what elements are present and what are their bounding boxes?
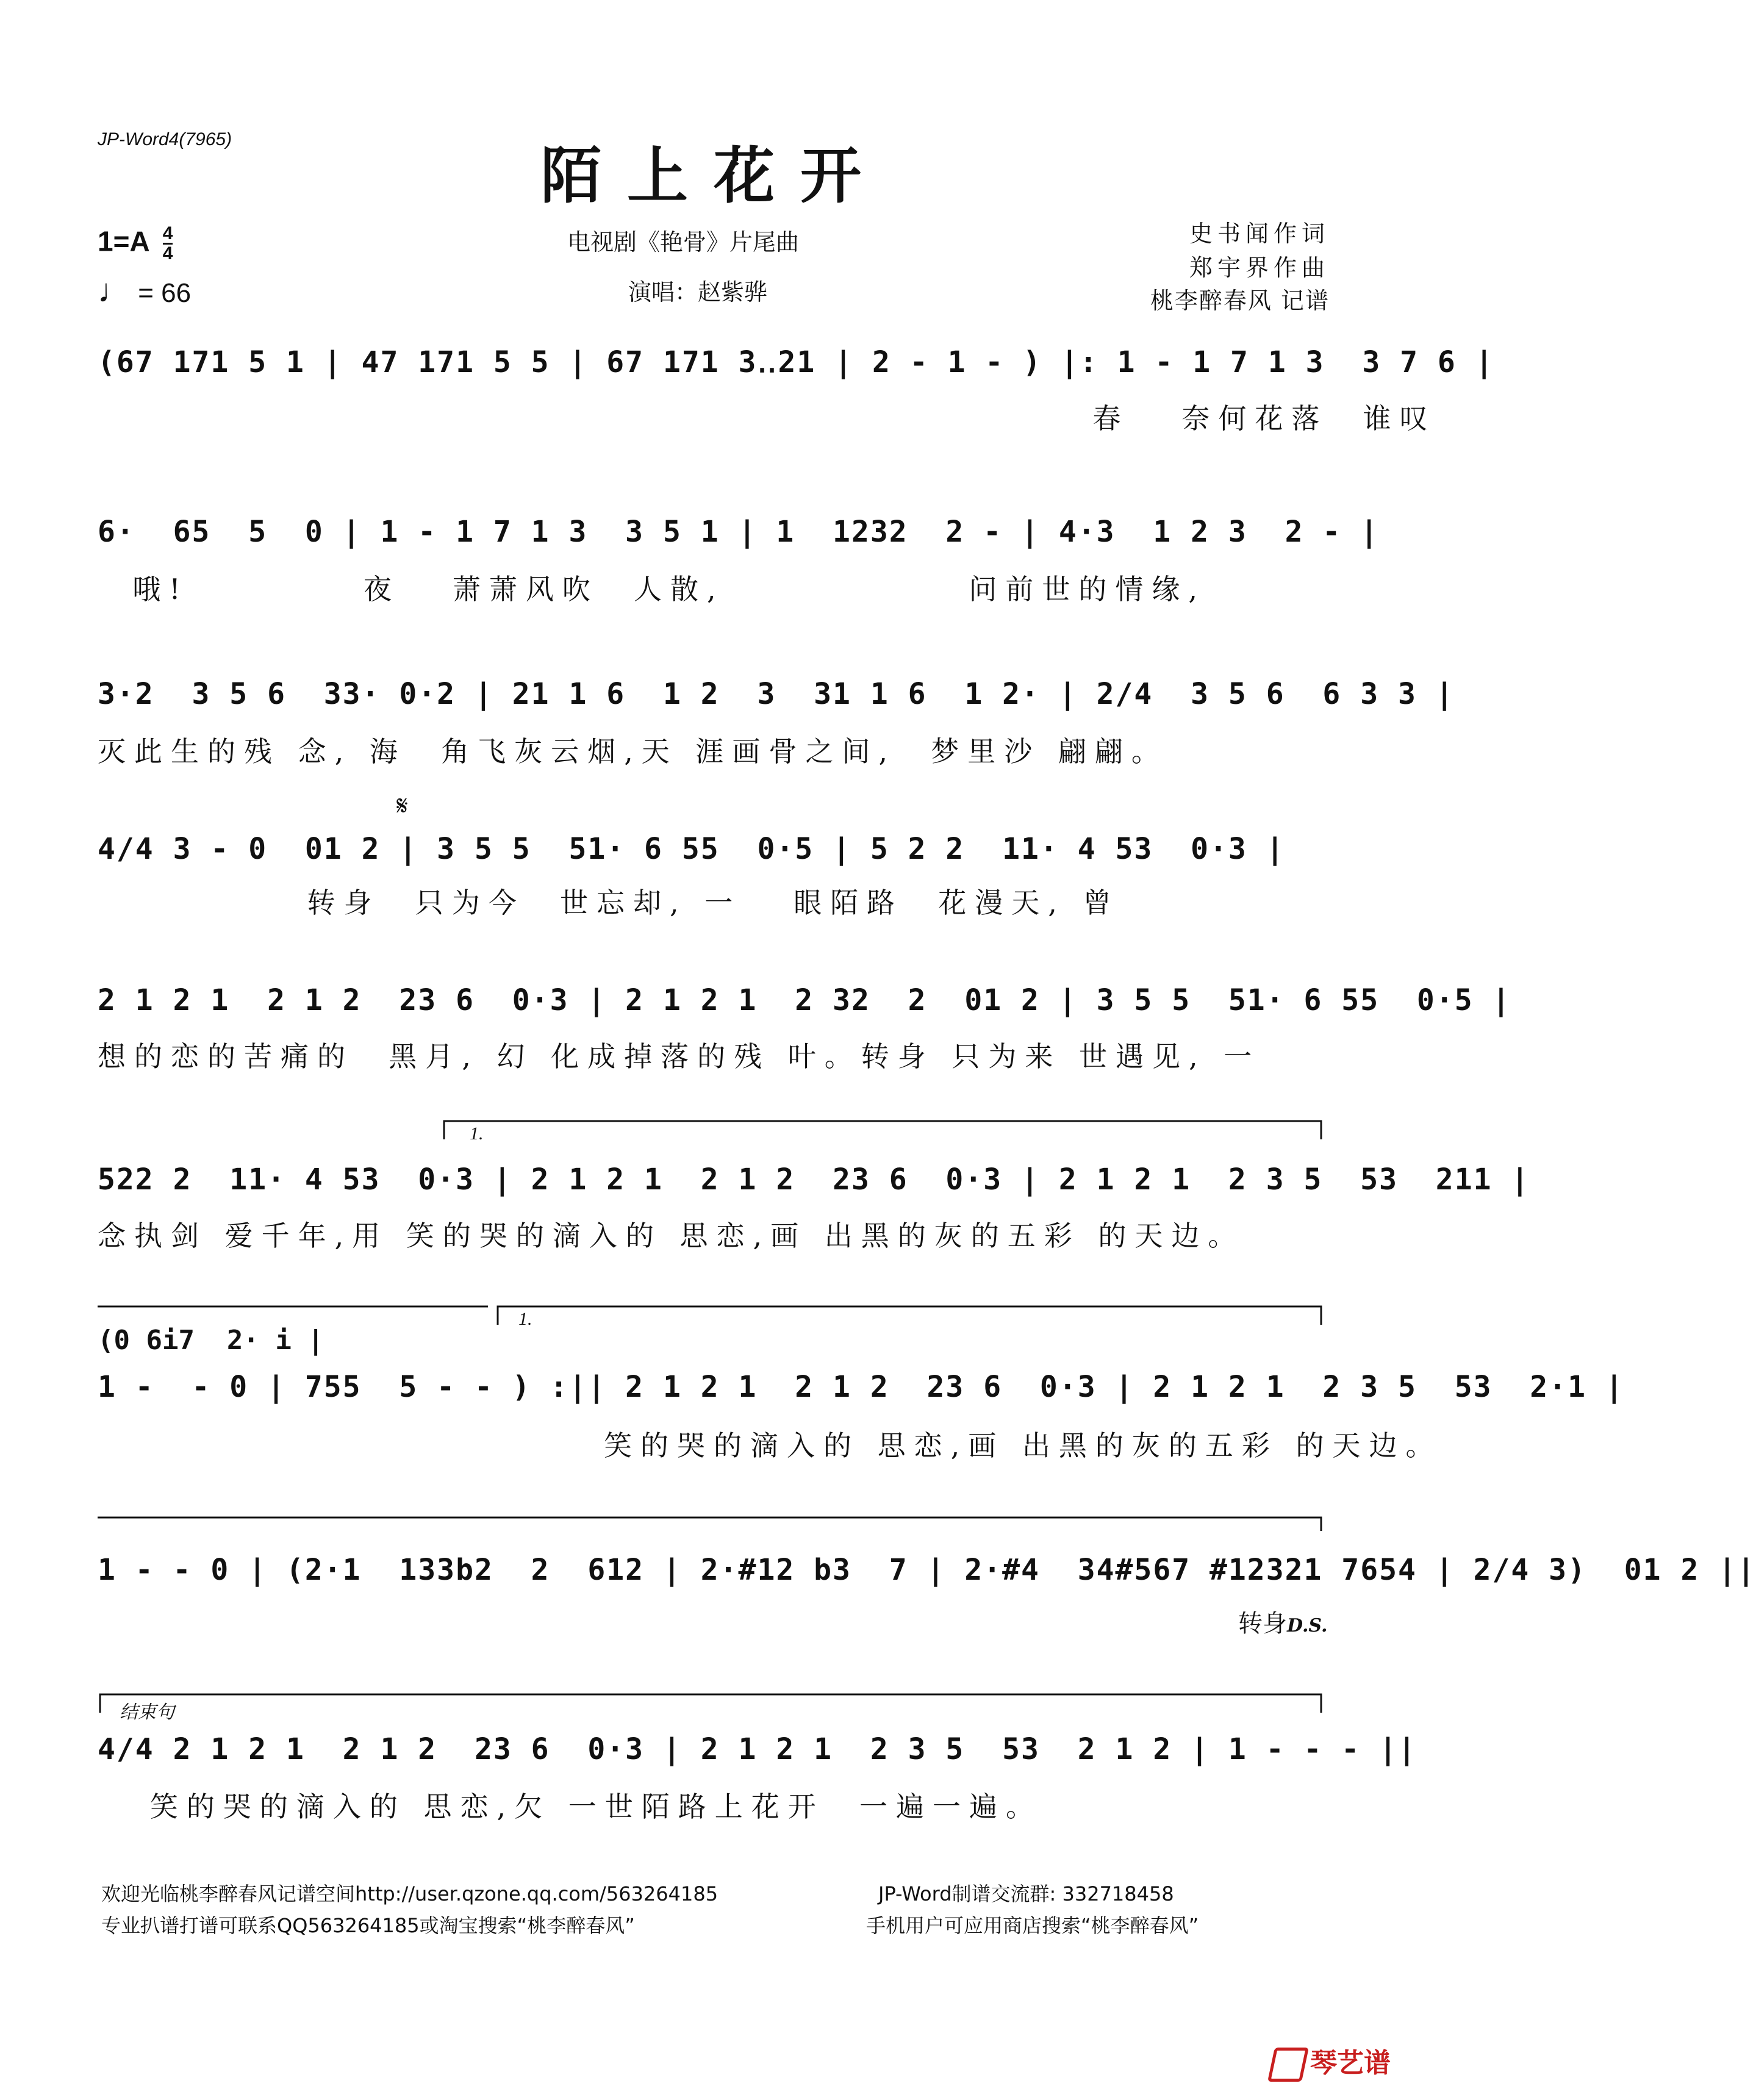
subtitle: 电视剧《艳骨》片尾曲 <box>567 229 800 256</box>
volta-number-1: 1. <box>470 1123 484 1144</box>
time-bottom: 4 <box>162 243 173 263</box>
logo-icon <box>1267 2048 1309 2082</box>
volta-number-2: 1. <box>518 1309 532 1329</box>
footer-app: 手机用户可应用商店搜索“桃李醉春风” <box>866 1914 1199 1937</box>
score-line-3-notes: 3·2 3 5 6 33· 0·2 | 21 1 6 1 2 3 31 1 6 1 2· | 2/4 3 5 6 6 3 3 | <box>98 677 1455 711</box>
footer-group: JP-Word制谱交流群: 332718458 <box>878 1882 1174 1905</box>
ds-mark: D.S. <box>1287 1615 1328 1636</box>
score-line-8-notes: 1 - - 0 | (2·1 133b2 2 612 | 2·#12 b3 7 | 2·#4 34#567 #12321 7654 | 2/4 3) 01 2 || <box>98 1553 1756 1587</box>
tempo-value: = 66 <box>138 278 192 308</box>
score-line-6-lyrics: 念执剑 爱千年,用 笑的哭的滴入的 思恋,画 出黑的灰的五彩 的天边。 <box>98 1219 1245 1252</box>
brand-logo <box>1271 2041 1391 2082</box>
time-top: 4 <box>162 223 173 243</box>
quarter-note-icon: ♩ <box>98 273 131 309</box>
composer-credit: 郑宇界作曲 <box>1189 254 1330 281</box>
tie-bracket-line-8 <box>0 1513 1427 1537</box>
score-line-1-notes: (67 171 5 1 | 47 171 5 5 | 67 171 3‥21 | 2 - 1 - ) |: 1 - 1 7 1 3 3 7 6 | <box>98 345 1494 379</box>
segno-icon: 𝄋 <box>396 790 408 822</box>
score-line-9-notes: 4/4 2 1 2 1 2 1 2 23 6 0·3 | 2 1 2 1 2 3 5 53 2 1 2 | 1 - - - || <box>98 1732 1417 1766</box>
lyricist-credit: 史书闻作词 <box>1189 220 1330 247</box>
software-label: JP-Word4(7965) <box>98 129 232 149</box>
volta-bracket-2 <box>0 1302 1427 1326</box>
score-line-7-notes: 1 - - 0 | 755 5 - - ) :|| 2 1 2 1 2 1 2 23 6 0·3 | 2 1 2 1 2 3 5 53 2·1 | <box>98 1370 1624 1404</box>
score-line-6-notes: 522 2 11· 4 53 0·3 | 2 1 2 1 2 1 2 23 6 0·3 | 2 1 2 1 2 3 5 53 211 | <box>98 1163 1530 1197</box>
score-line-7-lyrics: 笑的哭的滴入的 思恋,画 出黑的灰的五彩 的天边。 <box>98 1429 1442 1462</box>
score-line-1-lyrics: 春 奈何花落 谁叹 <box>98 402 1436 435</box>
logo-text: 琴艺谱 <box>1310 2048 1391 2079</box>
singer-credit: 演唱：赵紫骅 <box>628 279 768 306</box>
score-line-9-lyrics: 笑的哭的滴入的 思恋,欠 一世陌路上花开 一遍一遍。 <box>98 1790 1042 1823</box>
score-line-2-notes: 6· 65 5 0 | 1 - 1 7 1 3 3 5 1 | 1 1232 2 - | 4·3 1 2 3 2 - | <box>98 515 1380 549</box>
ending-label: 结束句 <box>120 1702 174 1723</box>
score-line-3-lyrics: 灭此生的残 念, 海 角飞灰云烟,天 涯画骨之间, 梦里沙 翩翩。 <box>98 735 1168 768</box>
footer-contact: 专业扒谱打谱可联系QQ563264185或淘宝搜索“桃李醉春风” <box>101 1914 635 1937</box>
score-line-4-notes: 4/4 3 - 0 01 2 | 3 5 5 51· 6 55 0·5 | 5 2 2 11· 4 53 0·3 | <box>98 832 1285 866</box>
ending-bracket <box>0 1690 1427 1714</box>
tempo-marking <box>98 272 191 310</box>
score-line-7-upper-notes: (0 6i7 2· i | <box>98 1325 324 1356</box>
transcriber-credit: 桃李醉春风 记谱 <box>1150 287 1330 314</box>
ds-instruction <box>1238 1604 1327 1639</box>
key-label: 1=A <box>98 225 149 257</box>
score-line-5-lyrics: 想的恋的苦痛的 黑月, 幻 化成掉落的残 叶。转身 只为来 世遇见, 一 <box>98 1040 1261 1073</box>
score-line-4-lyrics: 转身 只为今 世忘却, 一 眼陌路 花漫天, 曾 <box>98 886 1120 919</box>
ds-lyric: 转身 <box>1238 1610 1287 1638</box>
footer-website: 欢迎光临桃李醉春风记谱空间http://user.qzone.qq.com/563264185 <box>101 1882 719 1905</box>
time-signature <box>163 224 173 263</box>
key-signature <box>98 224 173 263</box>
volta-bracket-1 <box>0 1116 1427 1141</box>
page-title: 陌上花开 <box>540 140 887 212</box>
score-line-5-notes: 2 1 2 1 2 1 2 23 6 0·3 | 2 1 2 1 2 32 2 01 2 | 3 5 5 51· 6 55 0·5 | <box>98 983 1511 1017</box>
score-line-2-lyrics: 哦! 夜 萧萧风吹 人散, 问前世的情缘, <box>98 573 1206 606</box>
